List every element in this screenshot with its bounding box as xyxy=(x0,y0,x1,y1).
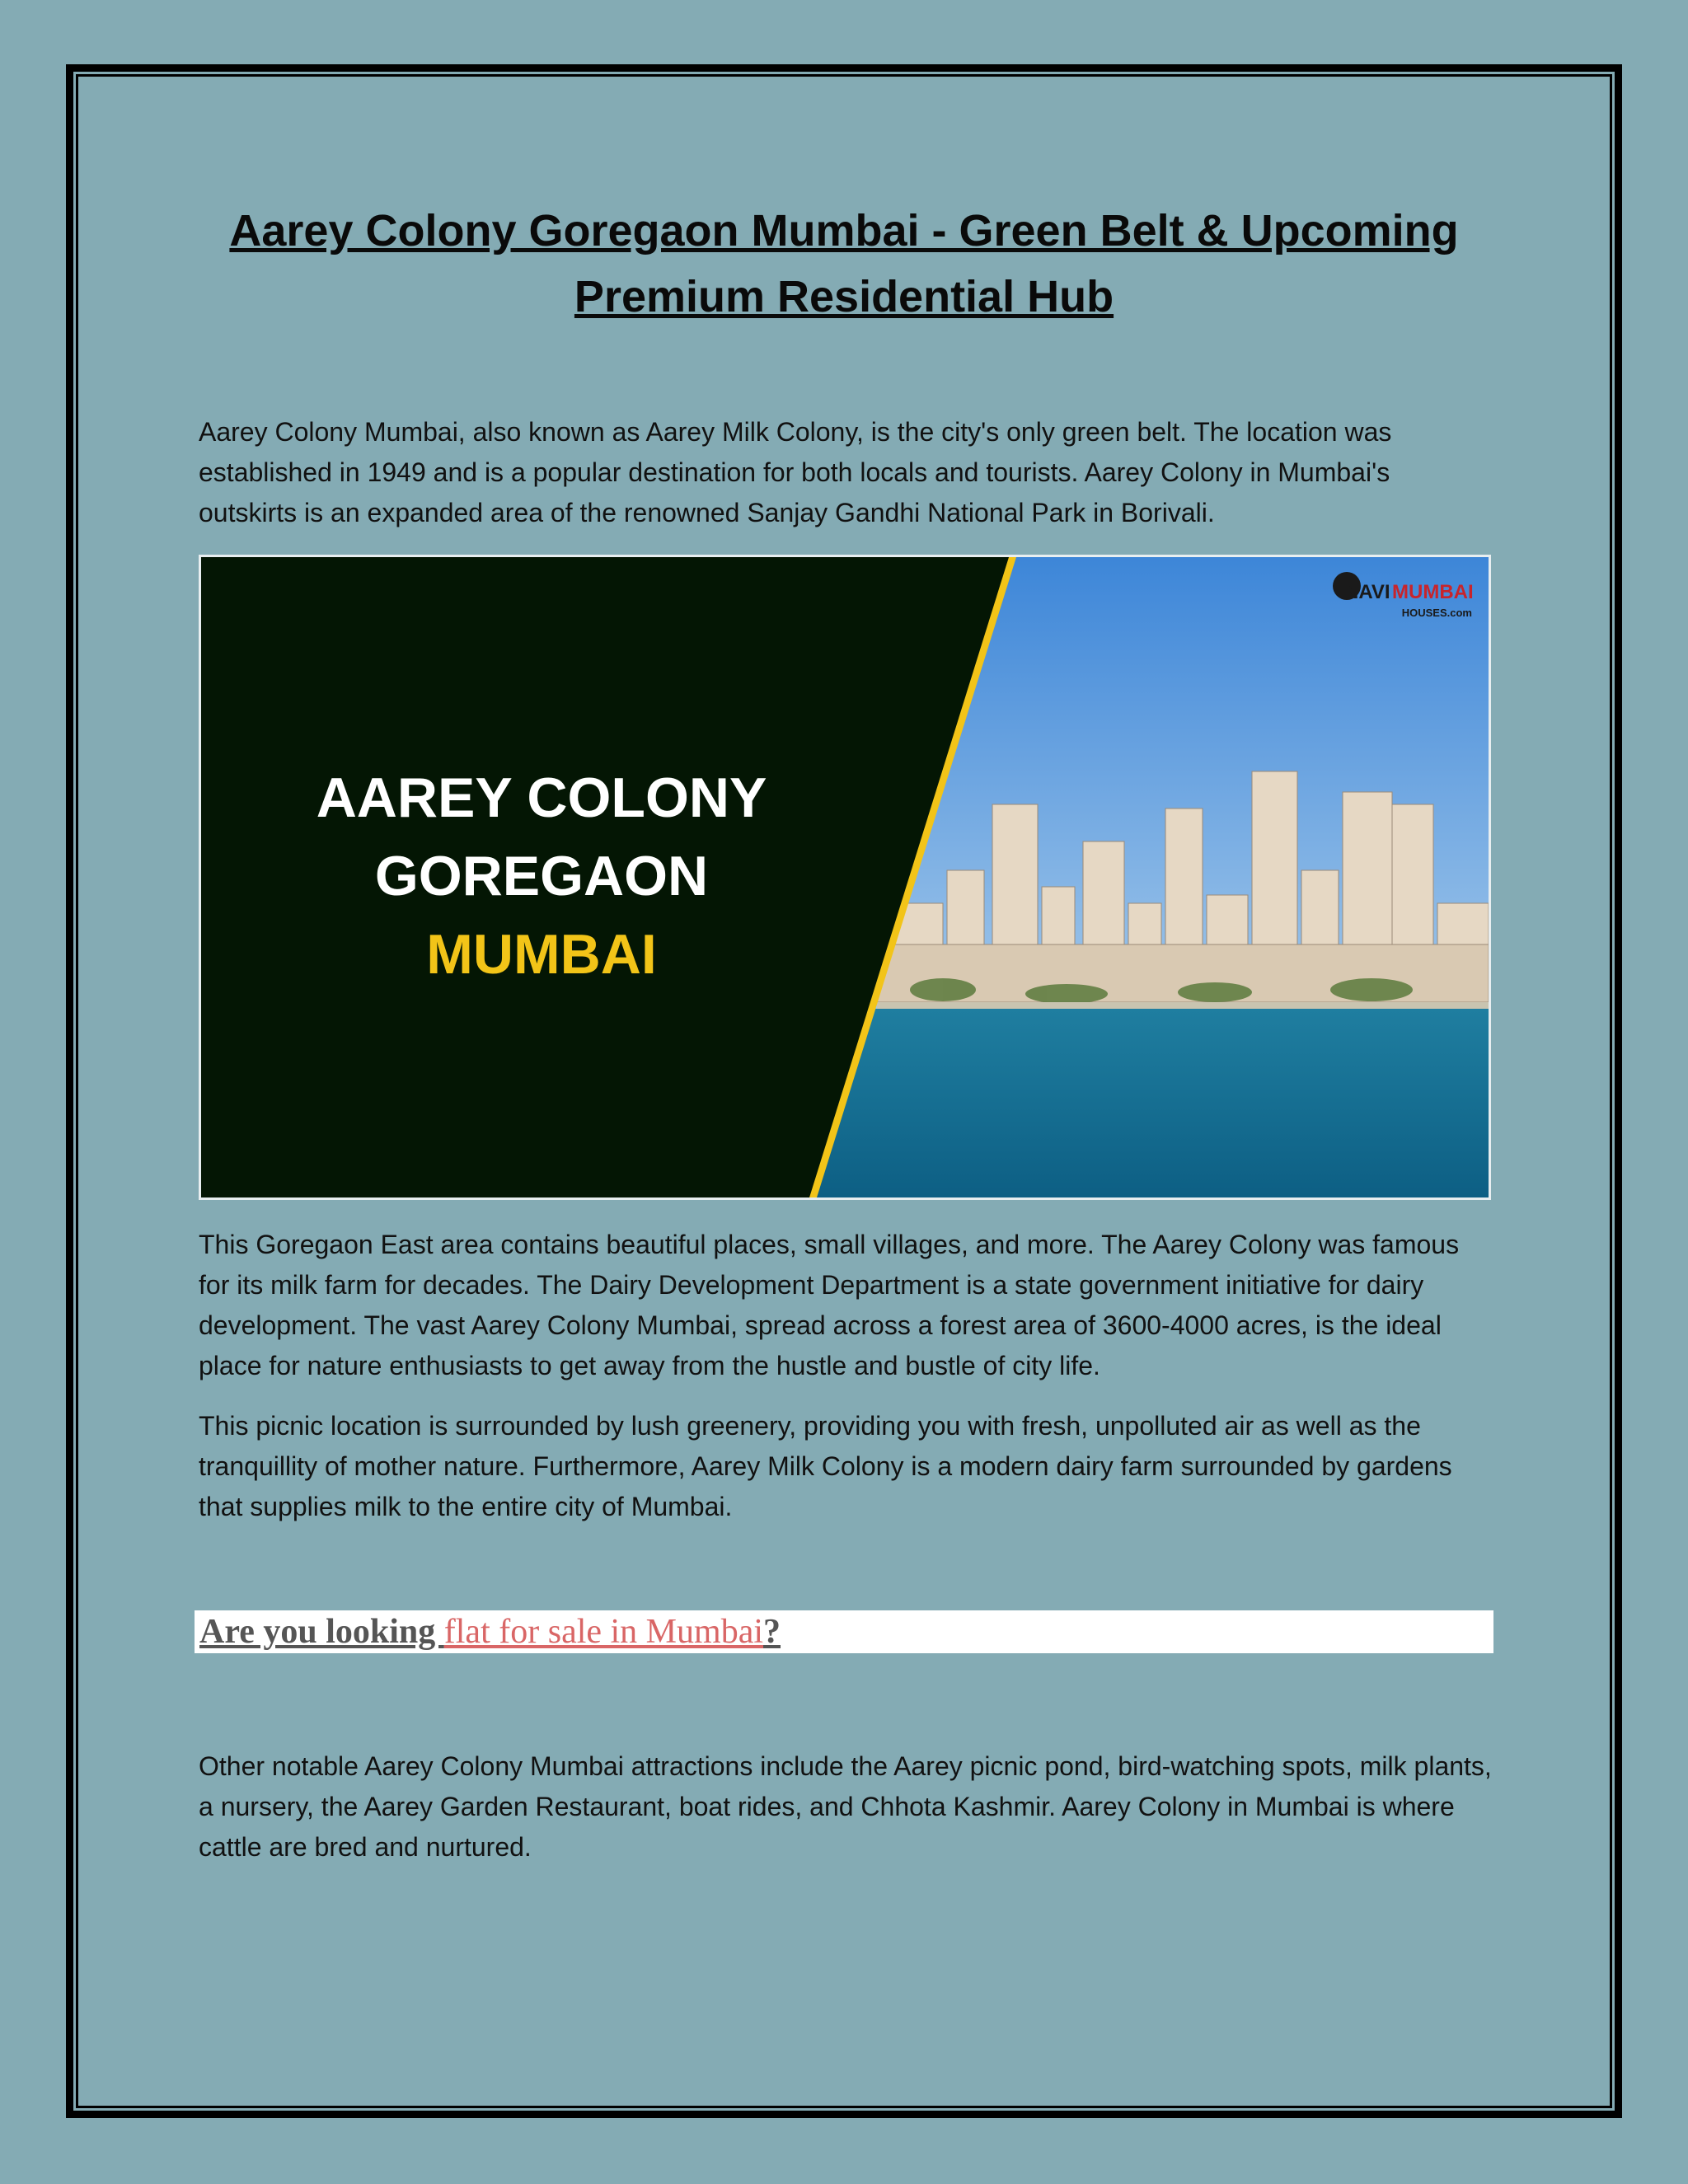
body-paragraph-2: This picnic location is surrounded by lush greenery, providing you with fresh, unpolluted air as well as the tranquillity of mother nature. Furthermore, Aarey Milk Colony is a modern dairy farm surrounded by gardens that supplies milk to the entire city of Mumbai. xyxy=(199,1411,1452,1521)
body-paragraph-1: This Goregaon East area contains beautiful places, small villages, and more. The Aarey Colony was famous for its milk farm for decades. The Dairy Development Department is a state government initiative for dairy development. The vast Aarey Colony Mumbai, spread across a forest area of 3600-4000 acres, is the ideal place for nature enthusiasts to get away from the hustle and bustle of city life. xyxy=(199,1230,1460,1380)
hero-line-2: GOREGAON xyxy=(374,845,709,907)
cta-lead-text: Are you looking xyxy=(199,1613,444,1651)
cta-banner xyxy=(195,1610,1493,1653)
hero-line-1: AAREY COLONY xyxy=(316,766,767,829)
logo-main: NAVI xyxy=(1344,581,1390,603)
logo-sub: HOUSES.com xyxy=(1401,607,1472,619)
cta-question-mark: ? xyxy=(763,1613,781,1651)
logo-accent: MUMBAI xyxy=(1392,581,1474,603)
attractions-paragraph: Other notable Aarey Colony Mumbai attractions include the Aarey picnic pond, bird-watching spots, milk plants, a nursery, the Aarey Garden Restaurant, boat rides, and Chhota Kashmir. Aarey Colony in Mumbai is where cattle are bred and nurtured. xyxy=(199,1751,1492,1862)
hero-image xyxy=(199,555,1491,1200)
page-title: Aarey Colony Goregaon Mumbai - Green Belt & Upcoming Premium Residential Hub xyxy=(229,206,1459,321)
intro-paragraph: Aarey Colony Mumbai, also known as Aarey Milk Colony, is the city's only green belt. The location was established in 1949 and is a popular destination for both locals and tourists. Aarey Colony in Mumbai's outskirts is an expanded area of the renowned Sanjay Gandhi National Park in Borivali. xyxy=(199,417,1392,527)
hero-line-3: MUMBAI xyxy=(426,923,657,986)
flat-for-sale-link[interactable]: flat for sale in Mumbai xyxy=(443,1613,764,1651)
